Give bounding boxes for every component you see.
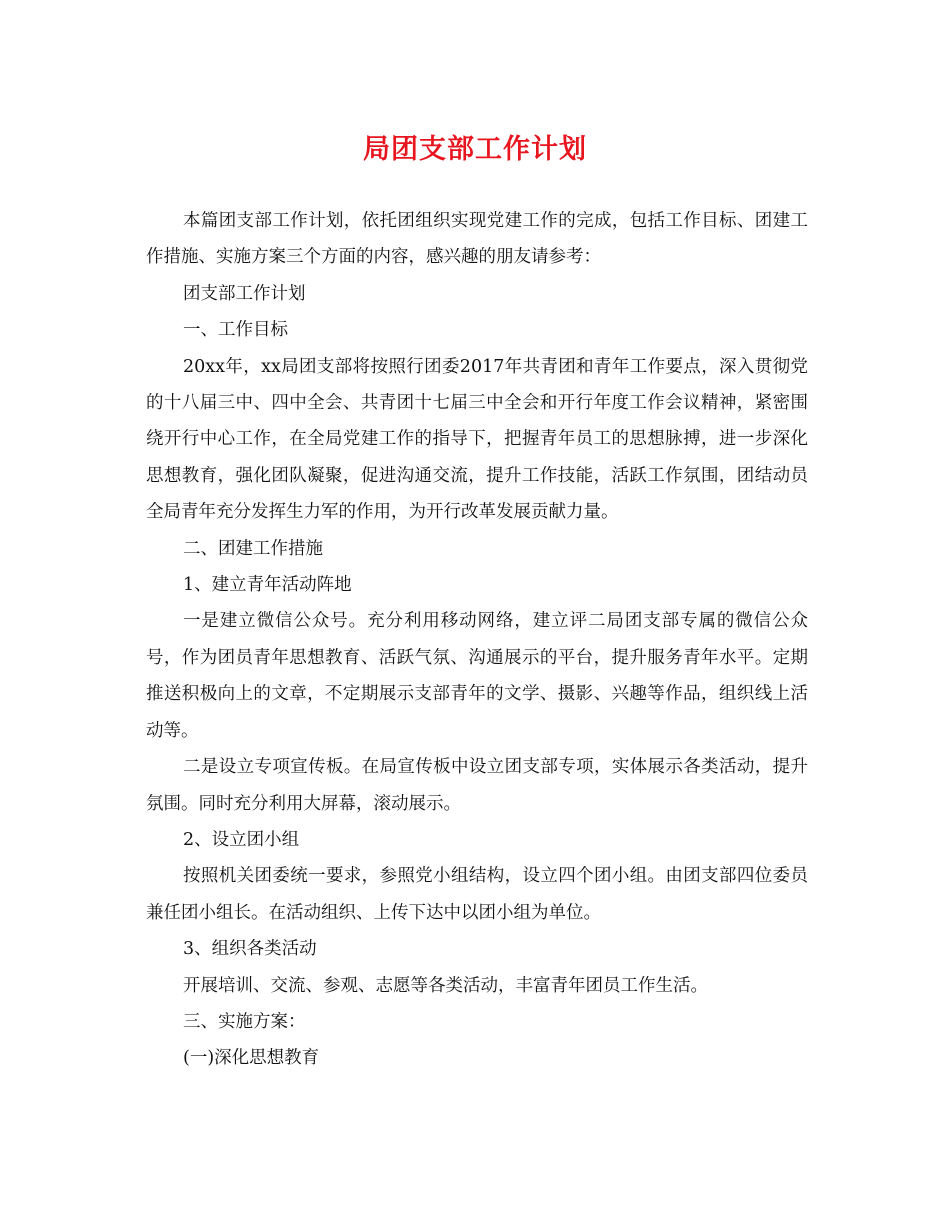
section-heading-goals: 一、工作目标	[183, 320, 288, 341]
document-title: 局团支部工作计划	[363, 134, 587, 165]
paragraph-groups: 按照机关团委统一要求，参照党小组结构，设立四个团小组。由团支部四位委员兼任团小组长。在活动组织、上传下达中以团小组为单位。	[146, 866, 808, 923]
subheading-groups: 2、设立团小组	[183, 829, 300, 850]
paragraph-wechat: 一是建立微信公众号。充分利用移动网络，建立评二局团支部专属的微信公众号，作为团员青年思想教育、活跃气氛、沟通展示的平台，提升服务青年水平。定期推送积极向上的文章，不定期展示支部青年的文学、摄影、兴趣等作品，组织线上活动等。	[146, 611, 808, 741]
paragraph-activities: 开展培训、交流、参观、志愿等各类活动，丰富青年团员工作生活。	[183, 975, 708, 996]
paragraph-board: 二是设立专项宣传板。在局宣传板中设立团支部专项，实体展示各类活动，提升氛围。同时充分利用大屏幕，滚动展示。	[146, 757, 808, 814]
paragraph-intro: 本篇团支部工作计划，依托团组织实现党建工作的完成，包括工作目标、团建工作措施、实施方案三个方面的内容，感兴趣的朋友请参考：	[146, 211, 808, 268]
subheading-activities: 3、组织各类活动	[183, 939, 317, 960]
paragraph-goals: 20xx年，xx局团支部将按照行团委2017年共青团和青年工作要点，深入贯彻党的十八届三中、四中全会、共青团十七届三中全会和开行年度工作会议精神，紧密围绕开行中心工作，在全局党建工作的指导下，把握青年员工的思想脉搏，进一步深化思想教育，强化团队凝聚，促进沟通交流，提升工作技能，活跃工作氛围，团结动员全局青年充分发挥生力军的作用，为开行改革发展贡献力量。	[146, 356, 808, 523]
section-heading-implementation: 三、实施方案：	[183, 1011, 306, 1032]
subheading-activity-base: 1、建立青年活动阵地	[183, 575, 352, 596]
subheading-education: (一)深化思想教育	[183, 1048, 320, 1069]
paragraph-plan-heading: 团支部工作计划	[183, 283, 306, 304]
section-heading-measures: 二、团建工作措施	[183, 538, 323, 559]
document-body	[146, 203, 808, 1077]
